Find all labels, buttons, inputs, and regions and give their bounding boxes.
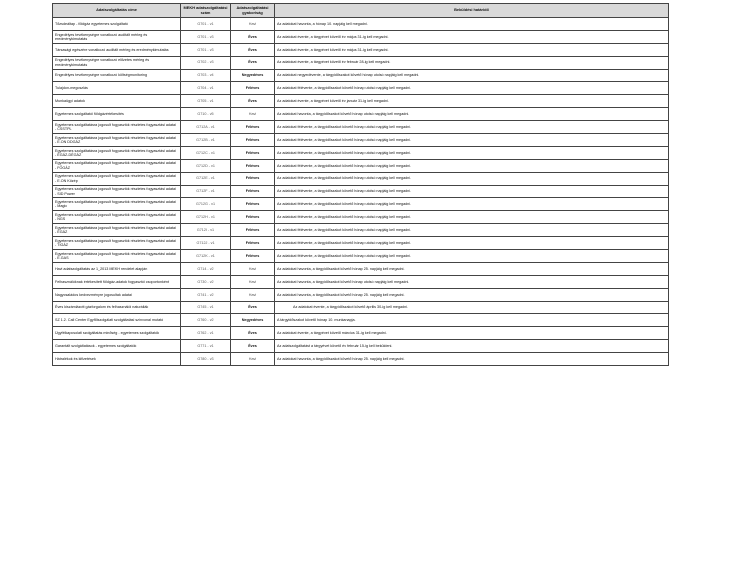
cell-frequency[interactable]: Féléves	[231, 172, 275, 185]
spreadsheet-table	[52, 3, 669, 366]
cell-frequency[interactable]: Éves	[231, 340, 275, 353]
cell-code[interactable]: G741 - v2	[181, 288, 231, 301]
cell-code[interactable]: G712K - v1	[181, 250, 231, 263]
table-row	[53, 198, 669, 211]
table-row	[53, 250, 669, 263]
cell-frequency[interactable]: Féléves	[231, 146, 275, 159]
table-row	[53, 224, 669, 237]
cell-title[interactable]: Egyetemes szolgáltatásra jogosult fogyasztók részletes fogyasztási adatai - ÉGÁZ	[53, 224, 181, 237]
table-row	[53, 211, 669, 224]
table-row	[53, 301, 669, 314]
cell-deadline[interactable]: Az adatokat évente, a tárgyévet követő év február 28-ig kell megadni.	[275, 56, 669, 69]
cell-title[interactable]: Egyetemes szolgáltatásra jogosult fogyasztók részletes fogyasztási adatai - Magic	[53, 198, 181, 211]
cell-frequency[interactable]: Havi	[231, 108, 275, 121]
cell-title[interactable]: Egyetemes szolgáltatásra jogosult fogyasztók részletes fogyasztási adatai - TIGÁZ	[53, 237, 181, 250]
cell-title[interactable]: Éves kiszámlázott gázforgalom és felhasználói naturáliák	[53, 301, 181, 314]
cell-code[interactable]: G712E - v1	[181, 172, 231, 185]
table-row	[53, 95, 669, 108]
cell-frequency[interactable]: Éves	[231, 327, 275, 340]
cell-title[interactable]: SZ 1.2. Call Center Egyfőiszolgálati szolgáltatási színvonal mutató	[53, 314, 181, 327]
table-row	[53, 146, 669, 159]
cell-deadline[interactable]: A tárgyidőszakot követő hónap 10. munkanapja.	[275, 314, 669, 327]
cell-deadline[interactable]: Az adatokat félévente, a tárgyidőszakot követő hónap utolsó napjáig kell megadni.	[275, 250, 669, 263]
cell-deadline[interactable]: Az adatokat évente, a tárgyévet követő március 31-ig kell megadni.	[275, 327, 669, 340]
cell-title[interactable]: Egyetemes szolgáltatásra jogosult fogyasztók részletes fogyasztási adatai - NGS	[53, 211, 181, 224]
cell-deadline[interactable]: Az adatokat havonta, a tárgyidőszakot követő hónap 25. napjáig kell megadni.	[275, 288, 669, 301]
table-row	[53, 18, 669, 31]
cell-deadline[interactable]: Az adatokat félévente, a tárgyidőszakot követő hónap utolsó napjáig kell megadni.	[275, 198, 669, 211]
cell-frequency[interactable]: Havi	[231, 353, 275, 366]
cell-code[interactable]: G712B - v1	[181, 134, 231, 147]
cell-title[interactable]: Társasági egészére vonatkozó auditált mérleg és eredménykimutatás	[53, 43, 181, 56]
table-row	[53, 43, 669, 56]
cell-code[interactable]: G712C - v1	[181, 146, 231, 159]
cell-frequency[interactable]: Havi	[231, 275, 275, 288]
cell-code[interactable]: G703 - v4	[181, 69, 231, 82]
cell-frequency[interactable]: Havi	[231, 18, 275, 31]
cell-frequency[interactable]: Féléves	[231, 250, 275, 263]
table-row	[53, 185, 669, 198]
cell-title[interactable]: Egyetemes szolgáltatásra jogosult fogyasztók részletes fogyasztási adatai - ÉGÁZ-DÉGÁZ	[53, 146, 181, 159]
cell-frequency[interactable]: Éves	[231, 43, 275, 56]
table-row	[53, 30, 669, 43]
cell-code[interactable]: G704 - v1	[181, 82, 231, 95]
cell-deadline[interactable]: Az adatokat havonta, a tárgyidőszakot követő hónap 25. napjáig kell megadni.	[275, 353, 669, 366]
cell-title[interactable]: Engedélyes tevékenységre vonatkozó költségmonitoring	[53, 69, 181, 82]
cell-deadline[interactable]: Az adatokat negyedévente, a tárgyidőszakot követő hónap utolsó napjáig kell megadni.	[275, 69, 669, 82]
header-title[interactable]: Adatszolgáltatás címe	[53, 4, 181, 18]
cell-title[interactable]: Tulajdon-megoszlás	[53, 82, 181, 95]
table-row	[53, 108, 669, 121]
table-row	[53, 82, 669, 95]
cell-frequency[interactable]: Féléves	[231, 82, 275, 95]
cell-deadline[interactable]: Az adatokat félévente, a tárgyidőszakot követő hónap utolsó napjáig kell megadni.	[275, 82, 669, 95]
cell-code[interactable]: G771 - v1	[181, 340, 231, 353]
cell-code[interactable]: G714 - v2	[181, 262, 231, 275]
cell-deadline[interactable]: Az adatokat havonta, a tárgyidőszakot követő hónap 25. napjáig kell megadni.	[275, 262, 669, 275]
cell-deadline[interactable]: Az adatokat félévente, a tárgyidőszakot követő hónap utolsó napjáig kell megadni.	[275, 224, 669, 237]
cell-code[interactable]: G701 - v1	[181, 18, 231, 31]
cell-deadline[interactable]: Az adatokat félévente, a tárgyidőszakot követő hónap utolsó napjáig kell megadni.	[275, 211, 669, 224]
table-row	[53, 288, 669, 301]
cell-frequency[interactable]: Havi	[231, 262, 275, 275]
cell-frequency[interactable]: Éves	[231, 95, 275, 108]
table-row	[53, 340, 669, 353]
cell-title[interactable]: Felhasználóknak értékesített földgáz-adatok fogyasztói csoportonként	[53, 275, 181, 288]
cell-deadline[interactable]: Az adatszolgáltatást a tárgyévet követő év február 15-ig kell beküldeni.	[275, 340, 669, 353]
cell-title[interactable]: Egyetemes szolgáltatásra jogosult fogyasztók részletes fogyasztási adatai - CSSTPL	[53, 121, 181, 134]
cell-title[interactable]: Hátralékok és kifizetések	[53, 353, 181, 366]
table-row	[53, 159, 669, 172]
cell-code[interactable]: G712G - v1	[181, 198, 231, 211]
cell-deadline[interactable]: Az adatokat félévente, a tárgyidőszakot követő hónap utolsó napjáig kell megadni.	[275, 159, 669, 172]
cell-code[interactable]: G710 - v5	[181, 108, 231, 121]
cell-title[interactable]: Egyetemes szolgáltatásra jogosult fogyasztók részletes fogyasztási adatai - E.GAS	[53, 250, 181, 263]
cell-frequency[interactable]: Negyedéves	[231, 314, 275, 327]
cell-code[interactable]: G712J - v1	[181, 237, 231, 250]
cell-frequency[interactable]: Féléves	[231, 211, 275, 224]
cell-code[interactable]: G745 - v1	[181, 301, 231, 314]
table-row	[53, 314, 669, 327]
cell-deadline[interactable]: Az adatokat félévente, a tárgyidőszakot követő hónap utolsó napjáig kell megadni.	[275, 146, 669, 159]
table-body	[53, 18, 669, 366]
table-row	[53, 327, 669, 340]
cell-title[interactable]: Egyetemes szolgáltatásra jogosult fogyasztók részletes fogyasztási adatai - E.ON DDGÁZ	[53, 134, 181, 147]
cell-frequency[interactable]: Éves	[231, 30, 275, 43]
table-row	[53, 237, 669, 250]
header-code[interactable]: MEKH adatszolgáltatási szám	[181, 4, 231, 18]
table-row	[53, 121, 669, 134]
cell-title[interactable]: Egyetemes szolgáltatói földgázértékesítés	[53, 108, 181, 121]
cell-frequency[interactable]: Féléves	[231, 198, 275, 211]
cell-deadline[interactable]: Az adatokat félévente, a tárgyidőszakot követő hónap utolsó napjáig kell megadni.	[275, 185, 669, 198]
cell-frequency[interactable]: Féléves	[231, 224, 275, 237]
cell-deadline[interactable]: Az adatokat félévente, a tárgyidőszakot követő hónap utolsó napjáig kell megadni.	[275, 237, 669, 250]
cell-code[interactable]: G712F - v1	[181, 185, 231, 198]
table-row	[53, 353, 669, 366]
cell-code[interactable]: G730 - v2	[181, 275, 231, 288]
cell-code[interactable]: G705 - v1	[181, 95, 231, 108]
cell-title[interactable]: Havi adatszolgáltatás az 1_2013 MEKH rendelet alapján	[53, 262, 181, 275]
cell-frequency[interactable]: Féléves	[231, 159, 275, 172]
cell-code[interactable]: G702 - v3	[181, 56, 231, 69]
cell-title[interactable]: Tőzsdeáltap - földgáz egyetemes szolgáltató	[53, 18, 181, 31]
cell-code[interactable]: G701 - v3	[181, 43, 231, 56]
cell-frequency[interactable]: Féléves	[231, 121, 275, 134]
cell-title[interactable]: Ügyfélkapcsolati szolgáltatás minőség - egyetemes szolgáltatók	[53, 327, 181, 340]
cell-code[interactable]: G780 - v3	[181, 353, 231, 366]
table-row	[53, 56, 669, 69]
cell-frequency[interactable]: Féléves	[231, 237, 275, 250]
cell-title[interactable]: Garantált szolgáltatások - egyetemes szolgáltatók	[53, 340, 181, 353]
cell-deadline[interactable]: Az adatokat havonta, a tárgyidőszakot követő hónap utolsó napjáig kell megadni.	[275, 275, 669, 288]
cell-frequency[interactable]: Negyedéves	[231, 69, 275, 82]
header-deadline[interactable]: Beküldési határidő	[275, 4, 669, 18]
cell-code[interactable]: G701 - v3	[181, 30, 231, 43]
cell-deadline[interactable]: Az adatokat félévente, a tárgyidőszakot követő hónap utolsó napjáig kell megadni.	[275, 172, 669, 185]
cell-code[interactable]: G712A - v1	[181, 121, 231, 134]
header-row	[53, 4, 669, 18]
cell-deadline[interactable]: Az adatokat évente, a tárgyidőszakot követő április 30-ig kell megadni.	[275, 301, 669, 314]
header-frequency[interactable]: Adatszolgáltatási gyakoriság	[231, 4, 275, 18]
cell-title[interactable]: Egyetemes szolgáltatásra jogosult fogyasztók részletes fogyasztási adatai - E.ON Közép	[53, 172, 181, 185]
cell-code[interactable]: G762 - v1	[181, 327, 231, 340]
table-row	[53, 262, 669, 275]
cell-frequency[interactable]: Havi	[231, 288, 275, 301]
cell-title[interactable]: Munkaügyi adatok	[53, 95, 181, 108]
table-row	[53, 275, 669, 288]
cell-deadline[interactable]: Az adatokat havonta, a hónap 10. napjáig kell megadni.	[275, 18, 669, 31]
cell-frequency[interactable]: Féléves	[231, 134, 275, 147]
cell-deadline[interactable]: Az adatokat évente, a tárgyévet követő év május 31-ig kell megadni.	[275, 43, 669, 56]
cell-frequency[interactable]: Éves	[231, 301, 275, 314]
cell-code[interactable]: G760 - v2	[181, 314, 231, 327]
table-row	[53, 134, 669, 147]
cell-frequency[interactable]: Éves	[231, 56, 275, 69]
cell-deadline[interactable]: Az adatokat félévente, a tárgyidőszakot követő hónap utolsó napjáig kell megadni.	[275, 134, 669, 147]
cell-code[interactable]: G712I - v1	[181, 224, 231, 237]
cell-code[interactable]: G712H - v1	[181, 211, 231, 224]
cell-deadline[interactable]: Az adatokat évente, a tárgyévet követő év január 31-ig kell megadni.	[275, 95, 669, 108]
cell-deadline[interactable]: Az adatokat évente, a tárgyévet követő év május 31-ig kell megadni.	[275, 30, 669, 43]
cell-title[interactable]: Engedélyes tevékenységre vonatkozó előzetes mérleg és eredménykimutatás	[53, 56, 181, 69]
table-row	[53, 172, 669, 185]
cell-code[interactable]: G712D - v1	[181, 159, 231, 172]
cell-deadline[interactable]: Az adatokat félévente, a tárgyidőszakot követő hónap utolsó napjáig kell megadni.	[275, 121, 669, 134]
cell-title[interactable]: Nagycsaládos kedvezményre jogosultak adatai	[53, 288, 181, 301]
cell-title[interactable]: Egyetemes szolgáltatásra jogosult fogyasztók részletes fogyasztási adatai - SID Power	[53, 185, 181, 198]
cell-deadline[interactable]: Az adatokat havonta, a tárgyidőszakot követő hónap utolsó napjáig kell megadni.	[275, 108, 669, 121]
cell-title[interactable]: Engedélyes tevékenységre vonatkozó auditált mérleg és eredménykimutatás	[53, 30, 181, 43]
cell-title[interactable]: Egyetemes szolgáltatásra jogosult fogyasztók részletes fogyasztási adatai - FŐGÁZ	[53, 159, 181, 172]
cell-frequency[interactable]: Féléves	[231, 185, 275, 198]
table-row	[53, 69, 669, 82]
